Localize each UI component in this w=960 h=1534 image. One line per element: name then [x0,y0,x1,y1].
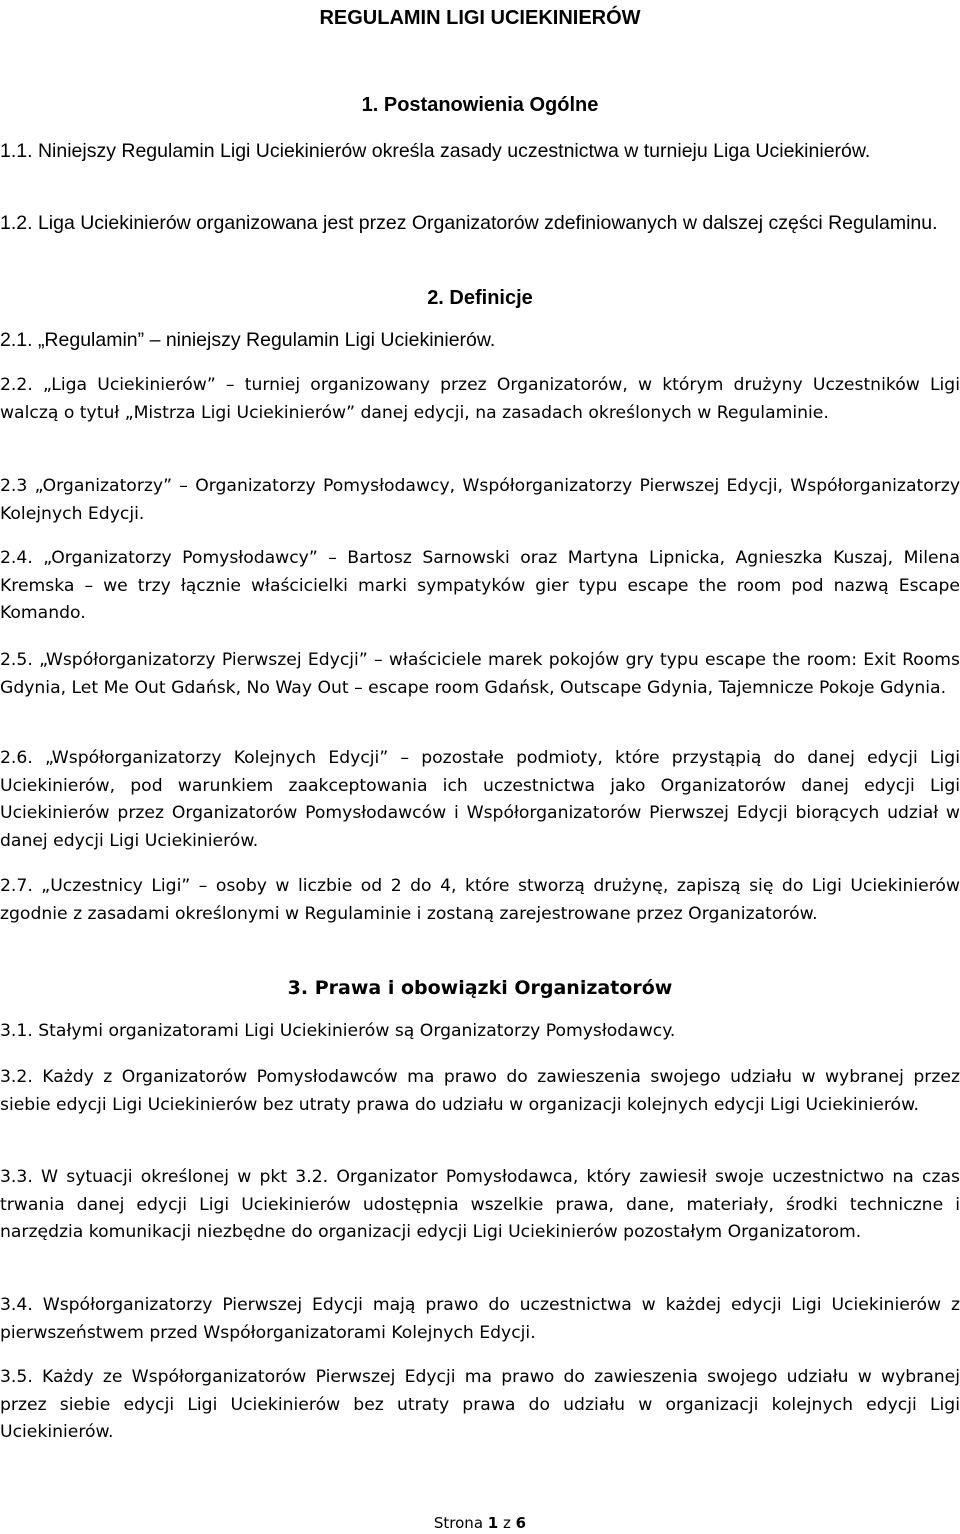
section-heading-1: 1. Postanowienia Ogólne [361,94,599,116]
paragraph-3-4: 3.4. Współorganizatorzy Pierwszej Edycji mają prawo do uczestnictwa w każdej edycji Ligi Uciekinierów z pierwszeństwem przed Współorganizatorami Kolejnych Edycji. [0,1295,960,1343]
paragraph-1-2: 1.2. Liga Uciekinierów organizowana jest przez Organizatorów zdefiniowanych w dalszej części Regulaminu. [0,212,938,234]
section-heading-3: 3. Prawa i obowiązki Organizatorów [287,977,673,999]
paragraph-3-1: 3.1. Stałymi organizatorami Ligi Uciekinierów są Organizatorzy Pomysłodawcy. [0,1021,676,1041]
paragraph-3-3: 3.3. W sytuacji określonej w pkt 3.2. Organizator Pomysłodawca, który zawiesił swoje uczestnictwo na czas trwania danej edycji Ligi Uciekinierów udostępnia wszelkie prawa, dane, materiały, środki techniczne i narzędzia komunikacji niezbędne do organizacji edycji Ligi Uciekinierów pozostałym Organizatorom. [0,1167,960,1242]
footer-total-pages: 6 [515,1514,527,1532]
paragraph-1-1: 1.1. Niniejszy Regulamin Ligi Uciekinierów określa zasady uczestnictwa w turnieju Liga Uciekinierów. [0,140,871,162]
paragraph-2-6: 2.6. „Współorganizatorzy Kolejnych Edycji” – pozostałe podmioty, które przystąpią do danej edycji Ligi Uciekinierów, pod warunkiem zaakceptowania ich uczestnictwa jako Organizatorów danej edycji Ligi Uciekinierów przez Organizatorów Pomysłodawców i Współorganizatorów Pierwszej Edycji biorących udział w danej edycji Ligi Uciekinierów. [0,748,960,851]
footer-current-page: 1 [487,1514,499,1532]
footer-of: z [503,1514,511,1532]
paragraph-2-1: 2.1. „Regulamin” – niniejszy Regulamin Ligi Uciekinierów. [0,329,496,351]
paragraph-2-3: 2.3 „Organizatorzy” – Organizatorzy Pomysłodawcy, Współorganizatorzy Pierwszej Edycji, Współorganizatorzy Kolejnych Edycji. [0,476,960,524]
paragraph-2-5: 2.5. „Współorganizatorzy Pierwszej Edycji” – właściciele marek pokojów gry typu escape the room: Exit Rooms Gdynia, Let Me Out Gdańsk, No Way Out – escape room Gdańsk, Outscape Gdynia, Tajemnicze Pokoje Gdynia. [0,650,960,698]
document-title: REGULAMIN LIGI UCIEKINIERÓW [319,7,641,29]
footer-prefix: Strona [433,1514,484,1532]
paragraph-2-7: 2.7. „Uczestnicy Ligi” – osoby w liczbie od 2 do 4, które stworzą drużynę, zapiszą się do Ligi Uciekinierów zgodnie z zasadami określonymi w Regulaminie i zostaną zarejestrowane przez Organizatorów. [0,876,960,924]
section-heading-2: 2. Definicje [427,287,533,309]
paragraph-2-4: 2.4. „Organizatorzy Pomysłodawcy” – Bartosz Sarnowski oraz Martyna Lipnicka, Agnieszka Kuszaj, Milena Kremska – we trzy łącznie właścicielki marki sympatyków gier typu escape the room pod nazwą Escape Komando. [0,548,960,623]
paragraph-3-2: 3.2. Każdy z Organizatorów Pomysłodawców ma prawo do zawieszenia swojego udziału w wybranej przez siebie edycji Ligi Uciekinierów bez utraty prawa do udziału w organizacji kolejnych edycji Ligi Uciekinierów. [0,1067,960,1115]
page-footer [0,1513,960,1533]
paragraph-3-5: 3.5. Każdy ze Współorganizatorów Pierwszej Edycji ma prawo do zawieszenia swojego udziału w wybranej przez siebie edycji Ligi Uciekinierów bez utraty prawa do udziału w organizacji kolejnych edycji Ligi Uciekinierów. [0,1367,960,1442]
paragraph-2-2: 2.2. „Liga Uciekinierów” – turniej organizowany przez Organizatorów, w którym drużyny Uczestników Ligi walczą o tytuł „Mistrza Ligi Uciekinierów” danej edycji, na zasadach określonych w Regulaminie. [0,375,960,423]
